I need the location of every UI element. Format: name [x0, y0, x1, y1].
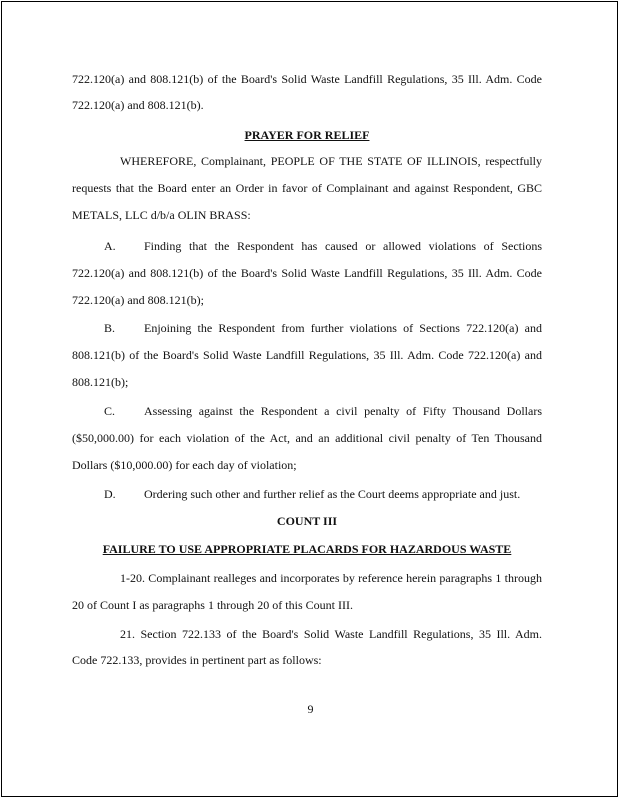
relief-item-c-line-3: Dollars ($10,000.00) for each day of violation; [72, 458, 297, 472]
prayer-line-2: requests that the Board enter an Order in favor of Complainant and against Respondent, GBC [72, 181, 542, 195]
relief-item-c-line-1 [72, 404, 542, 419]
count-para-1-line-1: 1-20. Complainant realleges and incorporates by reference herein paragraphs 1 through [120, 571, 542, 585]
count-para-2-line-1: 21. Section 722.133 of the Board's Solid Waste Landfill Regulations, 35 Ill. Adm. [120, 627, 542, 641]
relief-item-c-text: Assessing against the Respondent a civil penalty of Fifty Thousand Dollars [144, 404, 542, 418]
relief-item-c-line-2: ($50,000.00) for each violation of the Act, and an additional civil penalty of Ten Thousand [72, 431, 542, 445]
relief-item-c-label: C. [104, 404, 116, 418]
count-heading: FAILURE TO USE APPROPRIATE PLACARDS FOR HAZARDOUS WASTE [102, 542, 512, 556]
relief-item-a-line-3: 722.120(a) and 808.121(b); [72, 293, 204, 307]
count-para-2-line-2: Code 722.133, provides in pertinent part as follows: [72, 653, 322, 667]
prayer-line-1: WHEREFORE, Complainant, PEOPLE OF THE STATE OF ILLINOIS, respectfully [120, 154, 542, 168]
prayer-heading: PRAYER FOR RELIEF [244, 128, 370, 142]
page-number: 9 [307, 702, 314, 716]
relief-item-b-label: B. [104, 321, 116, 335]
relief-item-a-text: Finding that the Respondent has caused or allowed violations of Sections [144, 239, 542, 253]
relief-item-a-line-2: 722.120(a) and 808.121(b) of the Board's Solid Waste Landfill Regulations, 35 Ill. Adm. Code [72, 266, 542, 280]
relief-item-d-text: Ordering such other and further relief as the Court deems appropriate and just. [144, 487, 521, 501]
relief-item-d-line-1 [72, 487, 542, 502]
relief-item-b-line-1 [72, 321, 542, 336]
page-border [1, 1, 618, 797]
relief-item-b-line-3: 808.121(b); [72, 375, 129, 389]
relief-item-b-text: Enjoining the Respondent from further violations of Sections 722.120(a) and [144, 321, 542, 335]
intro-line-2: 722.120(a) and 808.121(b). [72, 98, 204, 112]
relief-item-d-label: D. [104, 487, 116, 501]
relief-item-a-label: A. [104, 239, 116, 253]
relief-item-a-line-1 [72, 239, 542, 254]
count-title: COUNT III [276, 514, 338, 528]
intro-line-1: 722.120(a) and 808.121(b) of the Board's Solid Waste Landfill Regulations, 35 Ill. Adm. Code [72, 72, 542, 86]
prayer-line-3: METALS, LLC d/b/a OLIN BRASS: [72, 208, 251, 222]
count-para-1-line-2: 20 of Count I as paragraphs 1 through 20 of this Count III. [72, 598, 353, 612]
relief-item-b-line-2: 808.121(b) of the Board's Solid Waste Landfill Regulations, 35 Ill. Adm. Code 722.120(a) and [72, 348, 542, 362]
